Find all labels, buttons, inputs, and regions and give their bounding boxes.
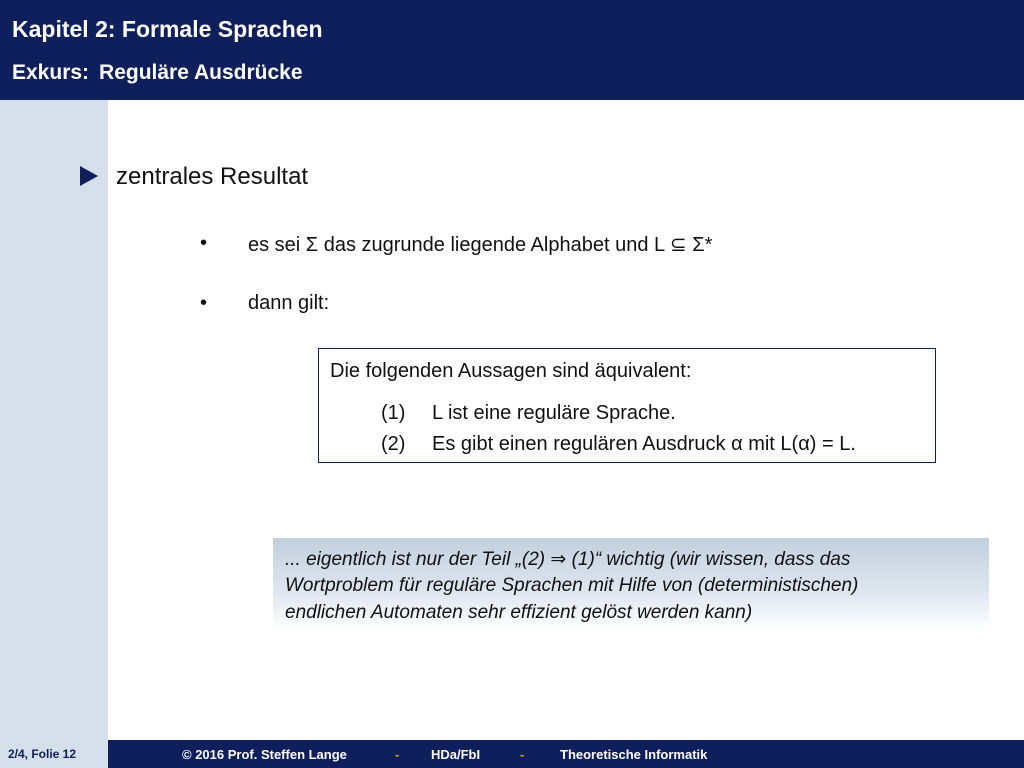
theorem-box (318, 348, 936, 463)
theorem-item-text: L ist eine reguläre Sprache. (432, 402, 676, 424)
note-line: endlichen Automaten sehr effizient gelöst werden kann) (285, 602, 753, 623)
bullet-dot-icon: • (200, 292, 208, 314)
slide-title: Kapitel 2: Formale Sprachen (12, 16, 323, 42)
footer-institution: HDa/FbI (431, 747, 481, 762)
sub-bullet-text: es sei Σ das zugrunde liegende Alphabet und L ⊆ Σ* (248, 234, 713, 256)
theorem-item-number: (1) (381, 402, 406, 424)
sub-bullet-text: dann gilt: (248, 292, 330, 314)
footer-bar (108, 740, 1024, 768)
main-bullet (80, 163, 308, 191)
note-box (273, 538, 989, 630)
slide-number-area (0, 740, 108, 768)
footer-course: Theoretische Informatik (560, 747, 708, 762)
note-line: ... eigentlich ist nur der Teil „(2) ⇒ (1)“ wichtig (wir wissen, dass das (285, 549, 851, 570)
subtitle-text: Reguläre Ausdrücke (99, 61, 303, 84)
slide-subtitle (12, 61, 303, 85)
note-line: Wortproblem für reguläre Sprachen mit Hilfe von (deterministischen) (285, 575, 859, 596)
triangle-bullet-icon (80, 166, 98, 186)
slide-number: 2/4, Folie 12 (8, 747, 77, 761)
bullet-dot-icon: • (200, 232, 208, 254)
footer-copyright: © 2016 Prof. Steffen Lange (182, 747, 347, 762)
footer-separator: - (520, 747, 525, 762)
theorem-item-text: Es gibt einen regulären Ausdruck α mit L(α) = L. (432, 433, 856, 455)
footer-separator: - (395, 747, 400, 762)
left-sidebar (0, 100, 108, 740)
subtitle-prefix: Exkurs: (12, 61, 90, 84)
theorem-intro: Die folgenden Aussagen sind äquivalent: (330, 360, 692, 382)
main-bullet-text: zentrales Resultat (116, 163, 309, 190)
slide-header (0, 0, 1024, 100)
theorem-item-number: (2) (381, 433, 406, 455)
